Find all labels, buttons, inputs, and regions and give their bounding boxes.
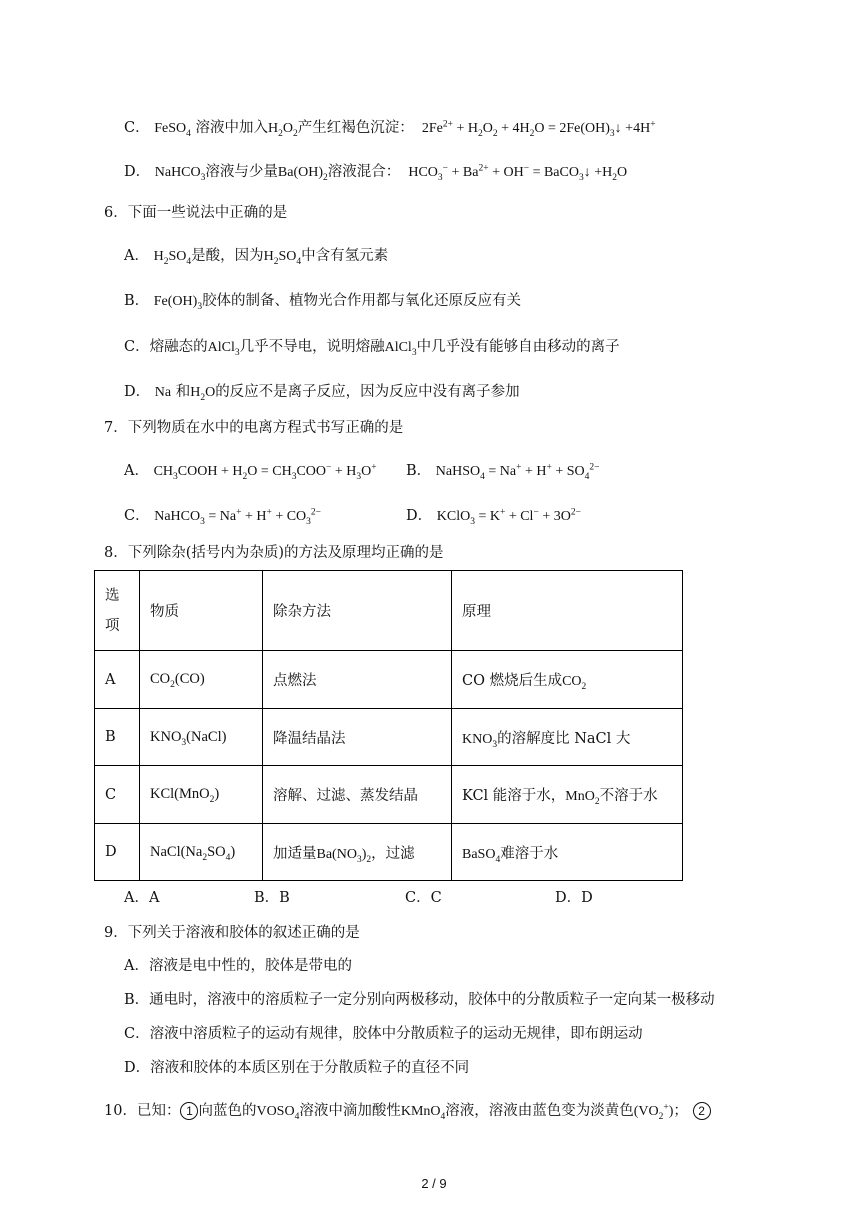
q5-option-c: C． FeSO$_4$ 溶液中加入$H_2O_2$产生红褐色沉淀： $2Fe^{2+} + H_2O_2 + 4H_2O$ = $2Fe(OH)_3↓ +4H^+$ — [124, 119, 656, 139]
equation: NaHCO$_3$ = $Na^+ + H^+ + CO_3^{2-}$ — [154, 507, 322, 527]
q9-option-d: D．溶液和胶体的本质区别在于分散质粒子的直径不同 — [124, 1060, 470, 1076]
substance-cell: $CO_2(CO)$ — [140, 651, 263, 709]
substance-cell: $NaCl(Na_2SO_4)$ — [140, 824, 263, 881]
formula: BaSO$_4$ — [462, 846, 501, 865]
q7-stem: 7．下列物质在水中的电离方程式书写正确的是 — [104, 420, 404, 436]
table-row: A $CO_2(CO)$ 点燃法 CO 燃烧后生成$CO_2$ — [95, 651, 683, 709]
q6-option-c: C．熔融态的AlCl$_3$几乎不导电，说明熔融AlCl$_3$中几乎没有能够自由移动的离子 — [124, 339, 620, 358]
equation: KClO$_3$ = $K^+ + Cl^- + 3O^{2-}$ — [436, 507, 581, 527]
q8-choice-b: B．B — [254, 890, 290, 906]
q8-choice-d: D．D — [555, 890, 593, 906]
equation: NaHSO$_4$ = $Na^+ + H^+ + SO_4^{2-}$ — [435, 462, 600, 482]
formula: $Ba(NO_3)_2$ — [316, 846, 372, 865]
equation: $CH_3COOH + H_2O = CH_3COO^- + H_3O^+$ — [153, 462, 377, 482]
q9-option-a: A．溶液是电中性的，胶体是带电的 — [124, 958, 352, 974]
q9-option-c: C．溶液中溶质粒子的运动有规律，胶体中分散质粒子的运动无规律，即布朗运动 — [124, 1026, 643, 1042]
formula: $H_2SO_4$ — [263, 249, 302, 267]
principle-cell: $KNO_3$的溶解度比 NaCl 大 — [452, 709, 683, 766]
formula: $Fe(OH)_3$ — [153, 294, 203, 312]
q7-option-c: C． NaHCO$_3$ = $Na^+ + H^+ + CO_3^{2-}$ — [124, 507, 322, 527]
formula: $KNO_3$ — [462, 731, 498, 750]
header-option: 选 项 — [95, 571, 140, 651]
formula: $H_2O$ — [190, 385, 216, 403]
substance-cell: KCl(MnO$_2$) — [140, 766, 263, 824]
formula: AlCl$_3$ — [207, 340, 240, 358]
table-row: B $KNO_3(NaCl)$ 降温结晶法 $KNO_3$的溶解度比 NaCl 大 — [95, 709, 683, 766]
table-row: D $NaCl(Na_2SO_4)$ 加适量$Ba(NO_3)_2$，过滤 BaSO$_4$难溶于水 — [95, 824, 683, 881]
formula: $H_2SO_4$ — [153, 249, 192, 267]
q6-option-b: B． $Fe(OH)_3$胶体的制备、植物光合作用都与氧化还原反应有关 — [124, 293, 522, 312]
principle-cell: CO 燃烧后生成$CO_2$ — [452, 651, 683, 709]
method-cell: 加适量$Ba(NO_3)_2$，过滤 — [263, 824, 452, 881]
q9-option-b: B．通电时，溶液中的溶质粒子一定分别向两极移动，胶体中的分散质粒子一定向某一极移动 — [124, 992, 715, 1008]
equation: $2Fe^{2+} + H_2O_2 + 4H_2O$ = $2Fe(OH)_3↓ +4H^+$ — [418, 119, 656, 139]
q5-option-d: D． NaHCO$_3$溶液与少量$Ba(OH)_2$溶液混合： $HCO_3^- + Ba^{2+} + OH^-$ = BaCO$_3$↓ $+H_2O$ — [124, 163, 628, 183]
header-method: 除杂方法 — [263, 571, 452, 651]
q8-choice-c: C．C — [405, 890, 442, 906]
formula: $H_2O_2$ — [267, 121, 298, 139]
formula: KMnO$_4$ — [400, 1104, 446, 1122]
q6-stem: 6．下面一些说法中正确的是 — [104, 205, 288, 221]
header-principle: 原理 — [452, 571, 683, 651]
q7-option-d: D． KClO$_3$ = $K^+ + Cl^- + 3O^{2-}$ — [406, 507, 581, 527]
q7-option-b: B． NaHSO$_4$ = $Na^+ + H^+ + SO_4^{2-}$ — [406, 462, 600, 482]
q8-choice-a: A．A — [124, 890, 160, 906]
header-substance: 物质 — [140, 571, 263, 651]
formula: FeSO$_4$ — [154, 121, 191, 139]
formula: $VOSO_4$ — [256, 1104, 300, 1122]
table-row: C KCl(MnO$_2$) 溶解、过滤、蒸发结晶 KCl 能溶于水，MnO$_2$不溶于水 — [95, 766, 683, 824]
circled-number-1: 1 — [180, 1102, 198, 1120]
formula: $(VO_2^+)$ — [633, 1102, 674, 1122]
q9-stem: 9．下列关于溶液和胶体的叙述正确的是 — [104, 925, 360, 941]
principle-cell: KCl 能溶于水，MnO$_2$不溶于水 — [452, 766, 683, 824]
q10-stem: 10．已知： 1 向蓝色的$VOSO_4$溶液中滴加酸性KMnO$_4$溶液，溶液由蓝色变为淡黄色$(VO_2^+)$； 2 — [104, 1101, 711, 1122]
page-number: 2 / 9 — [421, 1176, 447, 1191]
substance-cell: $KNO_3(NaCl)$ — [140, 709, 263, 766]
formula: MnO$_2$ — [565, 789, 600, 807]
q7-option-a: A． $CH_3COOH + H_2O = CH_3COO^- + H_3O^+$ — [124, 462, 377, 482]
q6-option-a: A． $H_2SO_4$是酸，因为$H_2SO_4$中含有氢元素 — [124, 248, 389, 267]
principle-cell: BaSO$_4$难溶于水 — [452, 824, 683, 881]
equation: $HCO_3^- + Ba^{2+} + OH^-$ = BaCO$_3$↓ $+H_2O$ — [404, 163, 628, 183]
q8-stem: 8．下列除杂(括号内为杂质)的方法及原理均正确的是 — [104, 545, 444, 561]
formula: $CO_2$ — [562, 674, 587, 692]
formula: NaHCO$_3$ — [154, 165, 206, 183]
q6-option-d: D． Na 和$H_2O$的反应不是离子反应，因为反应中没有离子参加 — [124, 384, 520, 403]
table-header-row — [95, 571, 683, 651]
formula: $Ba(OH)_2$ — [277, 165, 328, 183]
circled-number-2: 2 — [693, 1102, 711, 1120]
formula: AlCl$_3$ — [384, 340, 417, 358]
q8-table — [94, 570, 683, 881]
